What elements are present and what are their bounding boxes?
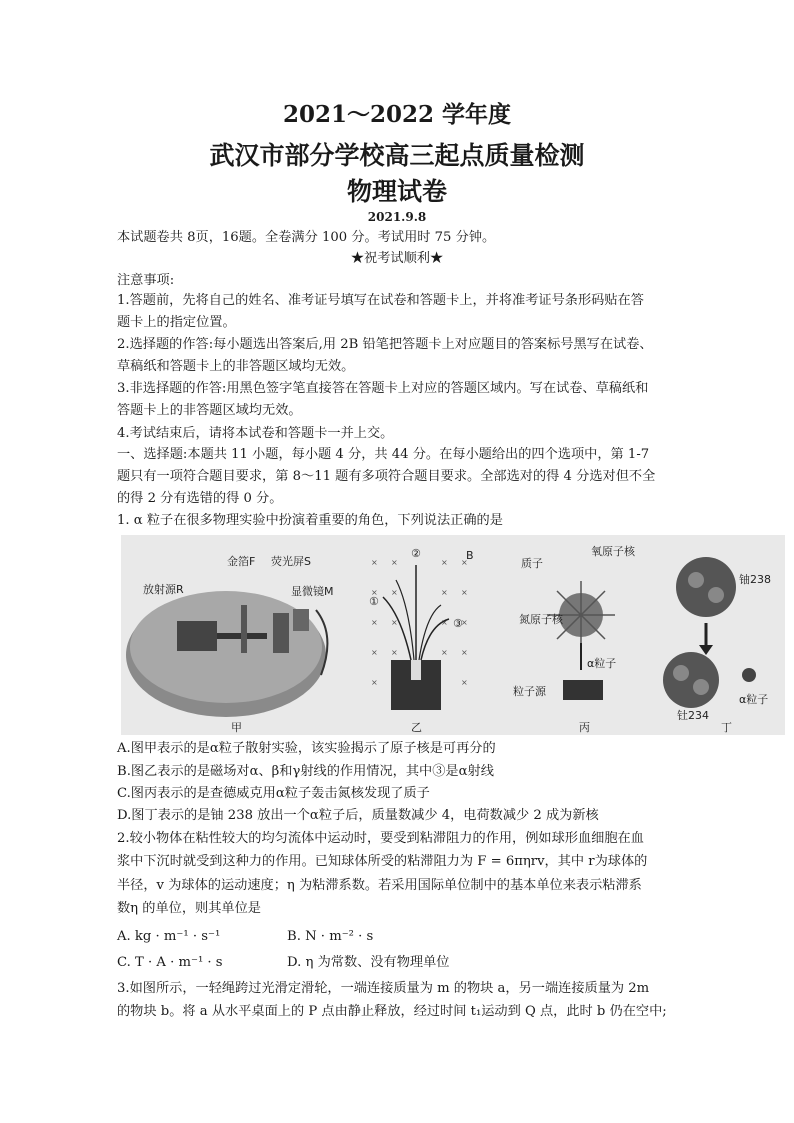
figure-label: 金箔F <box>227 555 256 568</box>
question-3-stem: 3.如图所示，一轻绳跨过光滑定滑轮，一端连接质量为 m 的物块 a，另一端连接质量为 2m <box>117 981 650 996</box>
exam-summary: 本试题卷共 8页，16题。全卷满分 100 分。考试用时 75 分钟。 <box>117 230 496 245</box>
note-line: 3.非选择题的作答:用黑色签字笔直接答在答题卡上对应的答题区域内。写在试卷、草稿纸和 <box>117 381 649 396</box>
figure-label: ① <box>369 595 379 608</box>
exam-title: 武汉市部分学校高三起点质量检测 <box>209 141 585 170</box>
figure-label: 钍234 <box>677 709 709 722</box>
svg-text:×: × <box>461 648 468 657</box>
question-2-stem: 2.较小物体在粘性较大的均匀流体中运动时，要受到粘滞阻力的作用，例如球形血细胞在血 <box>117 831 644 846</box>
svg-text:×: × <box>391 618 398 627</box>
subject-title: 物理试卷 <box>346 177 447 206</box>
figure-label: α粒子 <box>739 693 769 706</box>
svg-text:×: × <box>441 588 448 597</box>
note-line: 答题卡上的非答题区域均无效。 <box>117 403 302 418</box>
figure-caption: 甲 <box>231 721 242 734</box>
figure-caption: 丙 <box>579 721 590 734</box>
figure-caption: 乙 <box>411 721 422 734</box>
svg-text:×: × <box>371 648 378 657</box>
svg-text:×: × <box>371 678 378 687</box>
question-2-stem: 浆中下沉时就受到这种力的作用。已知球体所受的粘滞阻力为 F = 6πηrv，其中 r为球体的 <box>117 854 648 869</box>
question-1-figure <box>121 535 785 735</box>
figure-label: 铀238 <box>739 573 771 586</box>
svg-text:×: × <box>441 558 448 567</box>
question-2-options-row-1 <box>117 928 677 946</box>
exam-date: 2021.9.8 <box>367 210 427 224</box>
question-2-option-b: B. N · m⁻² · s <box>287 929 374 944</box>
figure-label: 显微镜M <box>291 585 334 598</box>
svg-text:×: × <box>461 618 468 627</box>
svg-text:×: × <box>441 618 448 627</box>
svg-text:×: × <box>391 558 398 567</box>
school-year: 2021～2022 学年度 <box>282 101 512 128</box>
question-1-option-b: B.图乙表示的是磁场对α、β和γ射线的作用情况，其中③是α射线 <box>117 764 494 779</box>
question-1-option-d: D.图丁表示的是铀 238 放出一个α粒子后，质量数减少 4，电荷数减少 2 成为新核 <box>117 808 599 823</box>
section-instructions: 的得 2 分有选错的得 0 分。 <box>117 491 283 506</box>
good-luck-text: ★祝考试顺利★ <box>350 251 444 266</box>
svg-text:×: × <box>371 618 378 627</box>
svg-text:×: × <box>461 558 468 567</box>
question-3-stem: 的物块 b。将 a 从水平桌面上的 P 点由静止释放，经过时间 t₁运动到 Q 点，此时 b 仍在空中; <box>117 1004 667 1019</box>
note-line: 草稿纸和答题卡上的非答题区域均无效。 <box>117 359 355 374</box>
question-2-option-d: D. η 为常数、没有物理单位 <box>287 955 450 970</box>
section-instructions: 题只有一项符合题目要求，第 8～11 题有多项符合题目要求。全部选对的得 4 分选对但不全 <box>117 469 656 484</box>
figure-label: 放射源R <box>143 583 184 596</box>
notes-heading: 注意事项: <box>117 273 175 288</box>
figure-label: 氧原子核 <box>591 545 635 558</box>
svg-text:×: × <box>441 648 448 657</box>
svg-text:×: × <box>461 678 468 687</box>
question-1-option-c: C.图丙表示的是查德威克用α粒子轰击氮核发现了质子 <box>117 786 430 801</box>
question-2-option-a: A. kg · m⁻¹ · s⁻¹ <box>117 929 221 944</box>
figure-label: 粒子源 <box>513 685 546 698</box>
question-2-options-row-2 <box>117 954 677 972</box>
svg-text:×: × <box>371 558 378 567</box>
question-1-stem: 1. α 粒子在很多物理实验中扮演着重要的角色，下列说法正确的是 <box>117 513 503 528</box>
svg-text:×: × <box>391 648 398 657</box>
figure-label: 荧光屏S <box>271 555 311 568</box>
note-line: 2.选择题的作答:每小题选出答案后,用 2B 铅笔把答题卡上对应题目的答案标号黑写在试卷、 <box>117 337 653 352</box>
figure-label: ③ <box>453 617 463 630</box>
svg-text:×: × <box>391 588 398 597</box>
question-2-stem: 数η 的单位，则其单位是 <box>117 901 261 916</box>
figure-label: 氮原子核 <box>519 613 563 626</box>
svg-text:×: × <box>461 588 468 597</box>
question-1-option-a: A.图甲表示的是α粒子散射实验，该实验揭示了原子核是可再分的 <box>117 741 496 756</box>
note-line: 题卡上的指定位置。 <box>117 315 236 330</box>
note-line: 4.考试结束后，请将本试卷和答题卡一并上交。 <box>117 426 394 441</box>
question-2-option-c: C. T · A · m⁻¹ · s <box>117 955 223 970</box>
figure-label: 质子 <box>521 557 543 570</box>
question-2-stem: 半径，v 为球体的运动速度；η 为粘滞系数。若采用国际单位制中的基本单位来表示粘滞系 <box>117 878 642 893</box>
figure-caption: 丁 <box>721 721 732 734</box>
svg-text:×: × <box>371 588 378 597</box>
figure-label: ② <box>411 547 421 560</box>
figure-label: α粒子 <box>587 657 617 670</box>
note-line: 1.答题前，先将自己的姓名、准考证号填写在试卷和答题卡上，并将准考证号条形码贴在答 <box>117 293 644 308</box>
figure-label: B <box>466 549 474 562</box>
section-instructions: 一、选择题:本题共 11 小题，每小题 4 分，共 44 分。在每小题给出的四个选项中，第 1-7 <box>117 447 650 462</box>
